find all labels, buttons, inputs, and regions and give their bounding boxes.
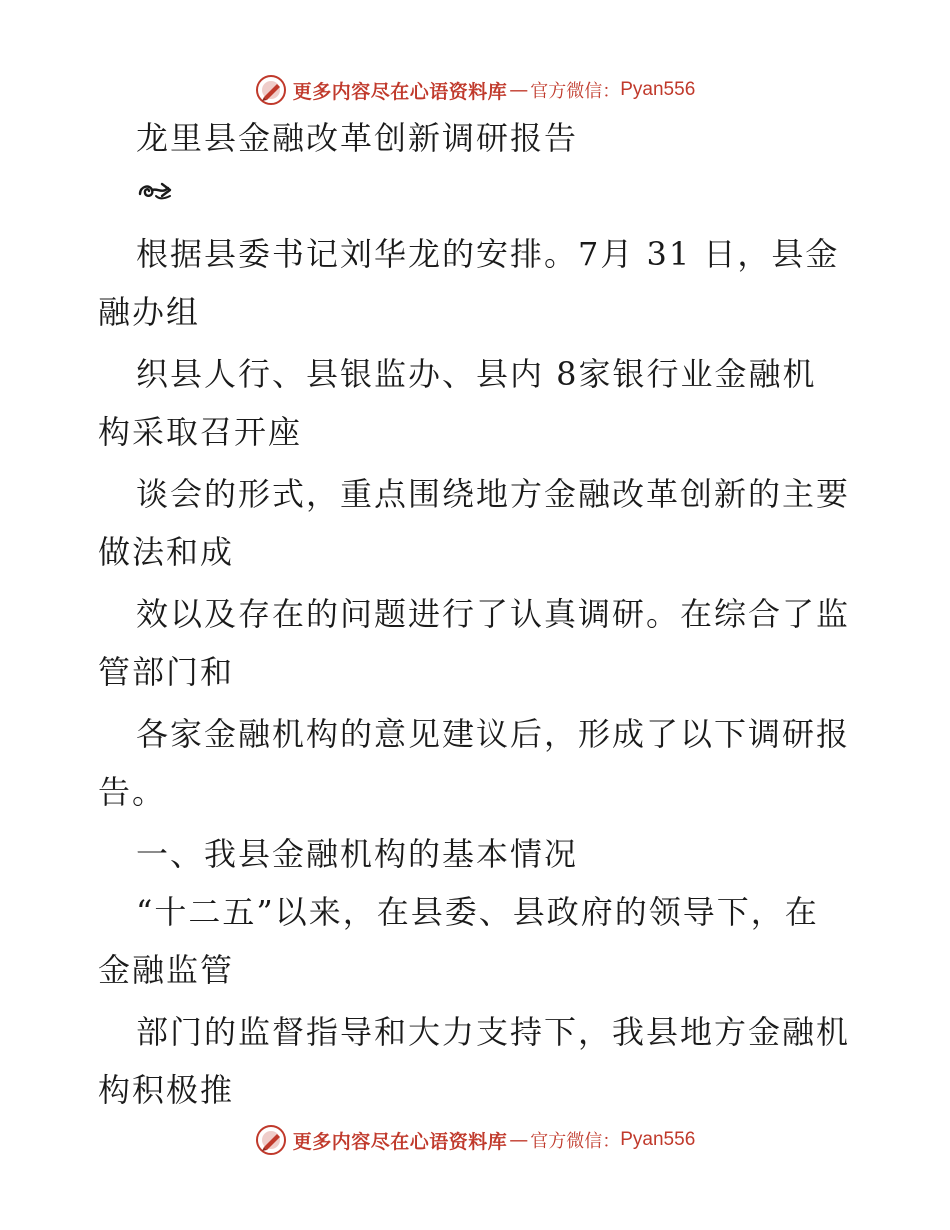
paragraph-line: 效以及存在的问题进行了认真调研。在综合了监 (136, 595, 851, 633)
banner-wechat-label: 官方微信： (530, 1131, 621, 1152)
section-heading: 一、我县金融机构的基本情况 (136, 835, 579, 873)
paragraph-line: 做法和成 (98, 533, 235, 571)
paragraph-line: 根据县委书记刘华龙的安排。7月 31 日，县金 (136, 235, 840, 273)
banner-text: 更多内容尽在心语资料库 (292, 1130, 508, 1153)
document-body (98, 118, 858, 1110)
paragraph-line: 融办组 (98, 293, 201, 331)
paragraph-line: 构积极推 (98, 1071, 235, 1109)
banner-dash: — (509, 79, 529, 101)
paragraph-line: 管部门和 (98, 653, 235, 691)
pen-logo-icon (255, 74, 287, 106)
banner-dash: — (509, 1129, 529, 1151)
banner-wechat-label: 官方微信： (530, 81, 621, 102)
document-title: 龙里县金融改革创新调研报告 (136, 119, 579, 157)
header-banner (0, 70, 950, 110)
footer-banner (0, 1120, 950, 1160)
paragraph-line: 告。 (98, 773, 167, 811)
banner-wechat-id: Pyan556 (620, 79, 696, 100)
paragraph-line: 部门的监督指导和大力支持下，我县地方金融机 (136, 1013, 851, 1051)
paragraph-line: 金融监管 (98, 951, 235, 989)
pen-logo-icon (255, 1124, 287, 1156)
paragraph-line: 谈会的形式，重点围绕地方金融改革创新的主要 (136, 475, 851, 513)
banner-wechat-id: Pyan556 (620, 1129, 696, 1150)
paragraph-line: “十二五”以来，在县委、县政府的领导下，在 (136, 893, 819, 931)
paragraph-line: 构采取召开座 (98, 413, 303, 451)
paragraph-line: 织县人行、县银监办、县内 8家银行业金融机 (136, 355, 817, 393)
paragraph-line: 各家金融机构的意见建议后，形成了以下调研报 (136, 715, 851, 753)
banner-text: 更多内容尽在心语资料库 (292, 80, 508, 103)
ornament-icon (98, 176, 858, 216)
